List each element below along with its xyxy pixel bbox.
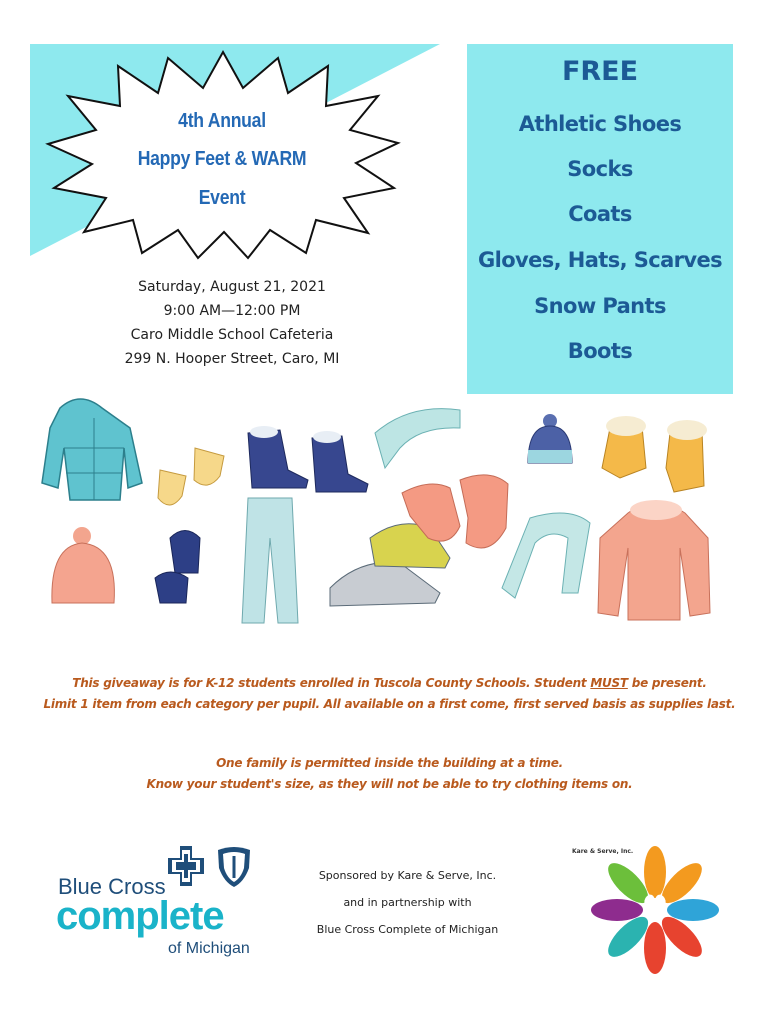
headline-line-1: 4th Annual bbox=[178, 110, 266, 132]
gloves-icon bbox=[158, 448, 224, 505]
boots-icon bbox=[248, 426, 368, 492]
size-notice: Know your student's size, as they will not be able to try clothing items on. bbox=[146, 777, 633, 791]
sponsor-line-2: and in partnership with bbox=[343, 896, 472, 909]
hands-heart-icon bbox=[570, 838, 730, 978]
limit-notice: Limit 1 item from each category per pupil. All available on a first come, first served basis as supplies last. bbox=[43, 697, 736, 711]
event-date: Saturday, August 21, 2021 bbox=[138, 279, 326, 295]
scarf-icon bbox=[375, 409, 460, 468]
kare-logo-label: Kare & Serve, Inc. bbox=[572, 848, 634, 855]
winter-clothing-illustration bbox=[30, 388, 750, 638]
free-item: Coats bbox=[568, 202, 632, 226]
long-scarf-icon bbox=[502, 513, 590, 598]
free-item: Socks bbox=[567, 157, 633, 181]
event-time: 9:00 AM—12:00 PM bbox=[163, 303, 301, 319]
complete-text: complete bbox=[56, 894, 224, 938]
free-title: FREE bbox=[561, 56, 639, 87]
headline-line-2: Happy Feet & WARM bbox=[137, 148, 307, 170]
sponsor-line-3: Blue Cross Complete of Michigan bbox=[316, 923, 499, 936]
free-items-panel bbox=[467, 44, 733, 394]
sponsor-block bbox=[300, 862, 515, 943]
beanie-icon bbox=[52, 527, 115, 603]
blue-cross-text: Blue Cross bbox=[58, 874, 166, 899]
fur-boots-icon bbox=[602, 416, 707, 492]
free-item: Snow Pants bbox=[534, 294, 666, 318]
event-address: 299 N. Hooper Street, Caro, MI bbox=[124, 351, 340, 367]
free-item: Gloves, Hats, Scarves bbox=[477, 248, 723, 272]
blue-cross-complete-logo bbox=[56, 838, 266, 968]
of-michigan-text: of Michigan bbox=[168, 940, 250, 957]
event-venue: Caro Middle School Cafeteria bbox=[130, 327, 334, 343]
sponsor-line-1: Sponsored by Kare & Serve, Inc. bbox=[318, 869, 497, 882]
puffer-jacket-icon bbox=[42, 399, 142, 500]
eligibility-notice: This giveaway is for K-12 students enrolled in Tuscola County Schools. Student MUST be present. bbox=[72, 676, 707, 690]
headline-line-3: Event bbox=[198, 187, 246, 209]
knit-hat-icon bbox=[528, 414, 572, 463]
free-item: Athletic Shoes bbox=[518, 112, 682, 136]
blue-cross-icon bbox=[168, 846, 204, 886]
coat-icon bbox=[598, 500, 710, 620]
snow-pants-icon bbox=[242, 498, 298, 623]
free-item: Boots bbox=[567, 339, 633, 363]
blue-shield-icon bbox=[216, 844, 252, 888]
mittens-icon bbox=[155, 531, 200, 604]
family-notice: One family is permitted inside the building at a time. bbox=[216, 756, 563, 770]
must-emphasis: MUST bbox=[590, 676, 628, 690]
kare-and-serve-logo bbox=[560, 838, 740, 978]
event-details bbox=[112, 275, 352, 371]
